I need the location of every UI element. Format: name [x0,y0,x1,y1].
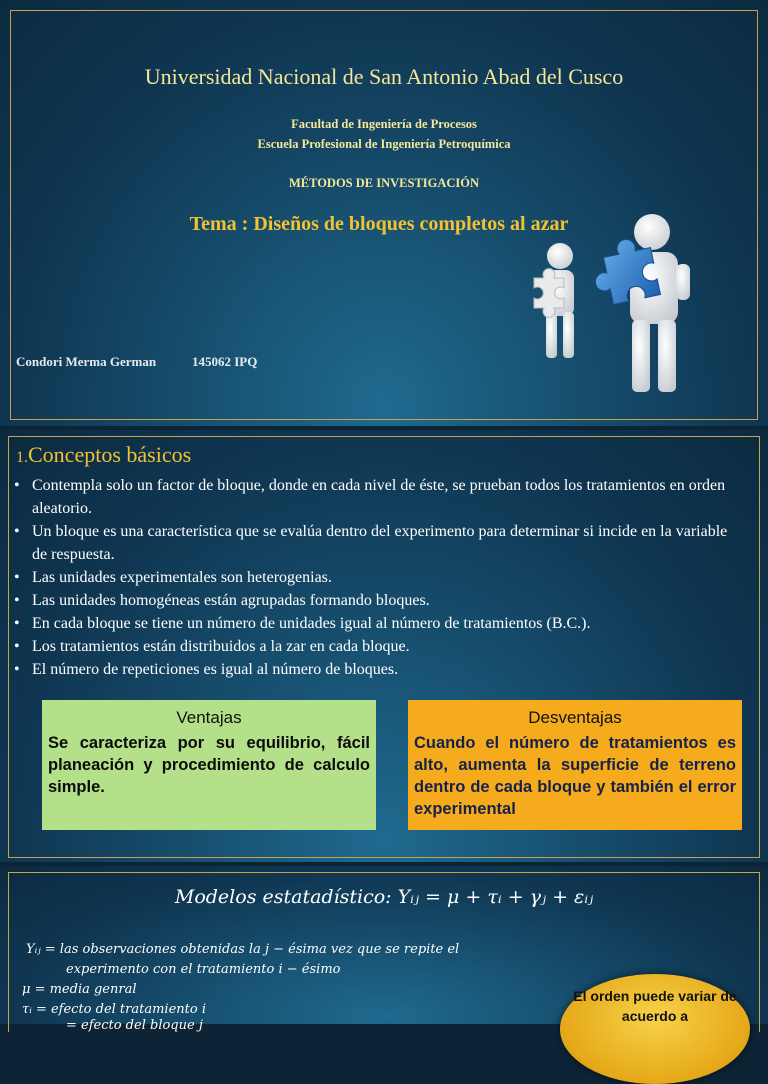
author-name: Condori Merma German [16,354,157,369]
concepts-slide [0,430,768,862]
model-slide [0,866,768,1033]
course-name: MÉTODOS DE INVESTIGACIÓN [288,176,480,190]
section-number: 1. [16,449,28,466]
topic-text: Tema : Diseños de bloques completos al azar [189,213,569,235]
definition-line: Yᵢⱼ = las observaciones obtenidas la j − ésima vez que se repite el [26,942,460,957]
list-item: • En cada bloque se tiene un número de unidades igual al número de tratamientos (B.C.). [14,612,734,635]
definition-line: μ = media genral [22,982,137,997]
list-item: • Los tratamientos están distribuidos a la zar en cada bloque. [14,635,734,658]
large-figure [588,214,690,392]
advantages-body: Se caracteriza por su equilibrio, fácil planeación y procedimiento de calculo simple. [48,734,370,796]
list-item: • Las unidades experimentales son heterogenias. [14,566,734,589]
advantages-title: Ventajas [176,708,242,727]
list-item: • Las unidades homogéneas están agrupadas formando bloques. [14,589,734,612]
section-heading [16,442,191,468]
cover-slide [0,0,768,426]
note-text: El orden puede variar de acuerdo a [573,988,737,1024]
note-badge [560,974,750,1084]
definition-line: experimento con el tratamiento i − ésimo [66,962,341,977]
student-code: 145062 IPQ [192,354,258,369]
section-title: Conceptos básicos [28,442,192,467]
school-name: Escuela Profesional de Ingeniería Petroquímica [257,137,511,151]
faculty-name: Facultad de Ingeniería de Procesos [291,117,477,131]
advantages-box [42,700,376,830]
list-item: • El número de repeticiones es igual al número de bloques. [14,658,734,681]
disadvantages-box [408,700,742,830]
small-figure [534,243,574,358]
definition-line: τᵢ = efecto del tratamiento i [22,1002,206,1017]
model-equation: Modelos estatadístico: Yᵢⱼ = μ + τᵢ + γⱼ + εᵢⱼ [174,886,594,908]
disadvantages-body: Cuando el número de tratamientos es alto, aumenta la superficie de terreno dentro de cada bloque y también el error experimental [414,734,736,818]
disadvantages-title: Desventajas [528,708,622,727]
list-item: • Un bloque es una característica que se evalúa dentro del experimento para determinar si incide en la variable de respuesta. [14,520,734,566]
definition-line: = efecto del bloque j [66,1018,203,1033]
concepts-list [14,474,734,681]
list-item: • Contempla solo un factor de bloque, donde en cada nivel de éste, se prueban todos los tratamientos en orden aleatorio. [14,474,734,520]
university-title: Universidad Nacional de San Antonio Abad del Cusco [144,64,624,89]
puzzle-people-illustration [524,212,704,402]
